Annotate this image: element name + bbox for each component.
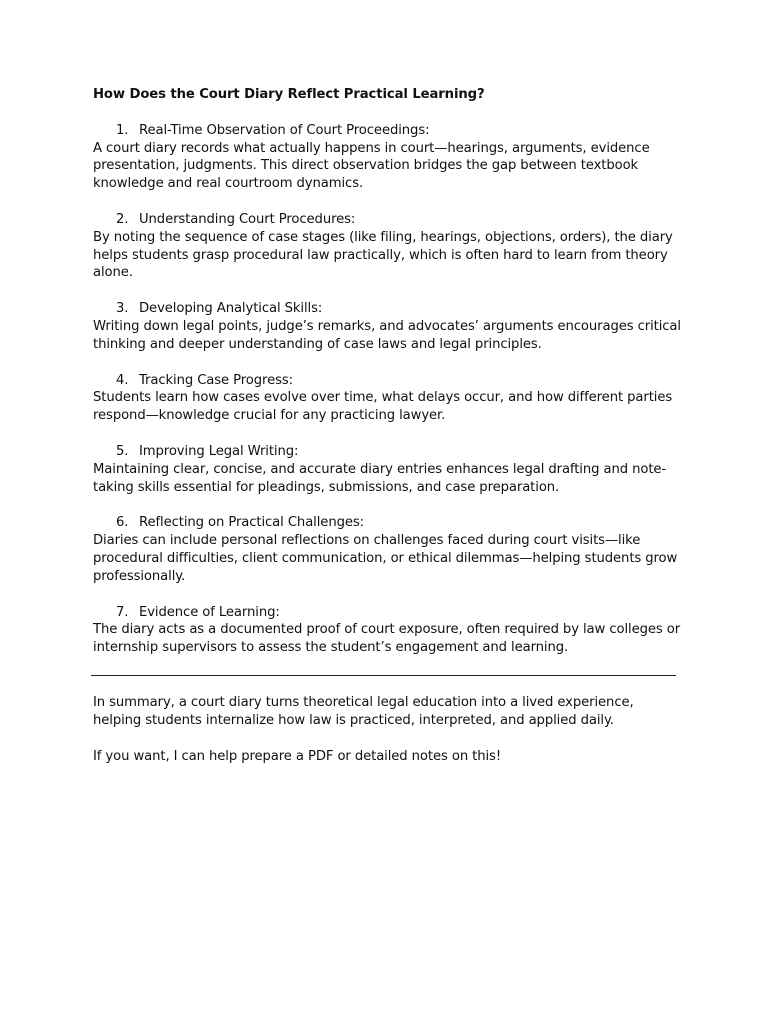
section-title-text: Evidence of Learning: bbox=[139, 604, 280, 620]
section-1 bbox=[93, 122, 683, 193]
section-7 bbox=[93, 604, 683, 657]
section-number: 7. bbox=[116, 604, 129, 620]
section-number: 6. bbox=[116, 515, 129, 531]
closing-paragraph: If you want, I can help prepare a PDF or detailed notes on this! bbox=[93, 748, 502, 764]
section-number: 5. bbox=[116, 443, 129, 459]
section-body: The diary acts as a documented proof of court exposure, often required by law colleges or internship supervisors to assess the student’s engagement and learning. bbox=[93, 622, 681, 656]
section-3 bbox=[93, 300, 683, 353]
section-title-text: Reflecting on Practical Challenges: bbox=[139, 515, 364, 531]
section-body: Maintaining clear, concise, and accurate diary entries enhances legal drafting and note-taking skills essential for pleadings, submissions, and case preparation. bbox=[93, 461, 667, 495]
section-title bbox=[93, 211, 683, 229]
section-4 bbox=[93, 372, 683, 425]
section-title-text: Tracking Case Progress: bbox=[139, 372, 293, 388]
section-title bbox=[93, 443, 683, 461]
section-body: Students learn how cases evolve over time, what delays occur, and how different parties respond—knowledge crucial for any practicing lawyer. bbox=[93, 390, 673, 424]
section-number: 2. bbox=[116, 211, 129, 227]
section-title-text: Developing Analytical Skills: bbox=[139, 301, 323, 317]
section-5 bbox=[93, 443, 683, 496]
summary-paragraph: In summary, a court diary turns theoretical legal education into a lived experience, helping students internalize how law is practiced, interpreted, and applied daily. bbox=[93, 694, 634, 728]
section-6 bbox=[93, 514, 683, 585]
section-title bbox=[93, 122, 683, 140]
section-number: 1. bbox=[116, 122, 129, 138]
section-title bbox=[93, 300, 683, 318]
document-heading: How Does the Court Diary Reflect Practical Learning? bbox=[93, 87, 485, 102]
section-title bbox=[93, 514, 683, 532]
section-title bbox=[93, 372, 683, 390]
section-title bbox=[93, 604, 683, 622]
document-page bbox=[93, 86, 683, 783]
section-number: 4. bbox=[116, 372, 129, 388]
section-2 bbox=[93, 211, 683, 282]
section-body: Diaries can include personal reflections on challenges faced during court visits—like procedural difficulties, client communication, or ethical dilemmas—helping students grow professionally. bbox=[93, 533, 678, 584]
section-body: A court diary records what actually happens in court—hearings, arguments, evidence presentation, judgments. This direct observation bridges the gap between textbook knowledge and real courtroom dynamics. bbox=[93, 140, 650, 192]
horizontal-divider bbox=[91, 675, 676, 676]
section-title-text: Improving Legal Writing: bbox=[139, 443, 299, 459]
section-body: Writing down legal points, judge’s remarks, and advocates’ arguments encourages critical thinking and deeper understanding of case laws and legal principles. bbox=[93, 318, 681, 352]
section-body: By noting the sequence of case stages (like filing, hearings, objections, orders), the diary helps students grasp procedural law practically, which is often hard to learn from theory alone. bbox=[93, 229, 673, 281]
section-title-text: Understanding Court Procedures: bbox=[139, 211, 356, 227]
section-number: 3. bbox=[116, 301, 129, 317]
section-title-text: Real-Time Observation of Court Proceedings: bbox=[139, 122, 430, 138]
